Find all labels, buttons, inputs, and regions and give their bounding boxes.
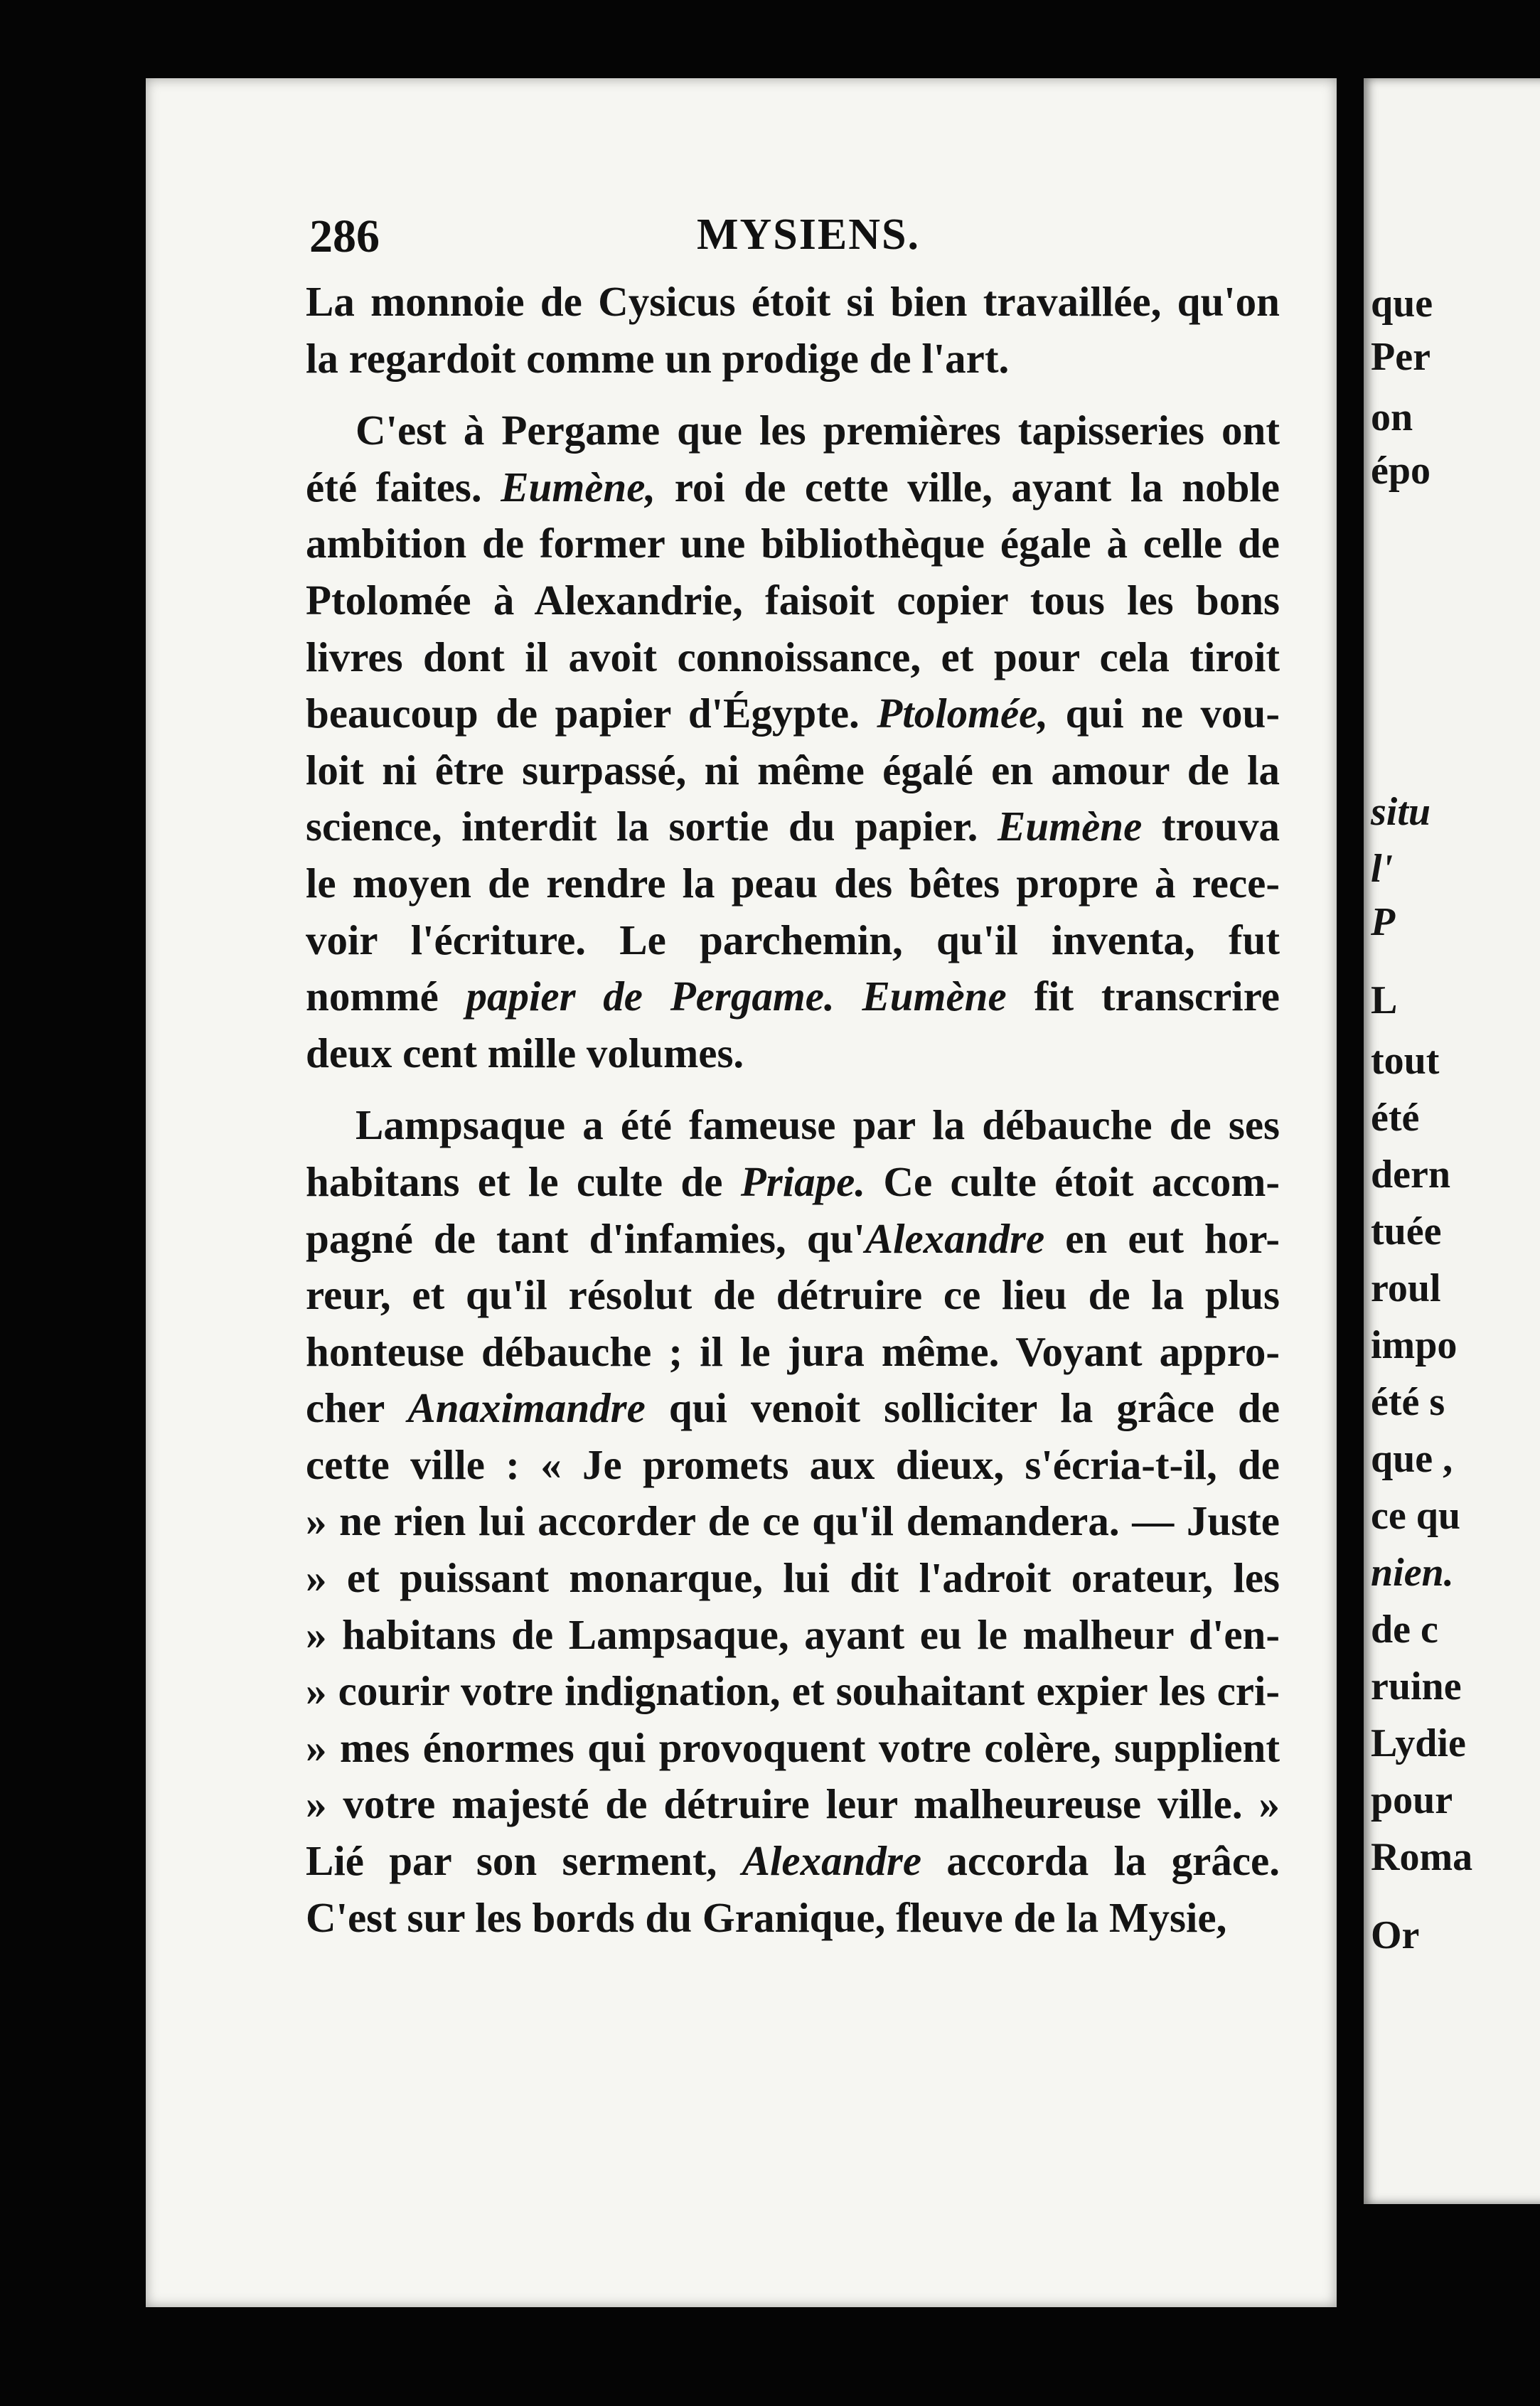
facing-page-fragment: P	[1371, 900, 1396, 944]
text-line	[306, 1267, 1280, 1324]
text-line	[306, 572, 1280, 629]
facing-page-fragment: pour	[1371, 1778, 1453, 1822]
text-line	[306, 1025, 1280, 1082]
right-page-edge	[1364, 78, 1540, 2204]
facing-page-fragment: que ,	[1371, 1437, 1453, 1481]
text-line	[306, 274, 1280, 331]
body-text	[306, 274, 1280, 1946]
text-line	[306, 1493, 1280, 1550]
text-line	[306, 629, 1280, 686]
text-line	[306, 1720, 1280, 1777]
text-run: C'est à Pergame que les premières tapisseries ont	[355, 407, 1280, 454]
facing-page-fragment: de c	[1371, 1608, 1438, 1652]
text-line	[306, 742, 1280, 799]
running-title: MYSIENS.	[697, 210, 921, 259]
text-run: » courir votre indignation, et souhaitant expier les cri-	[306, 1667, 1280, 1715]
text-line	[306, 1380, 1280, 1437]
running-head	[309, 210, 1276, 267]
facing-page-fragment: été	[1371, 1096, 1420, 1140]
text-line	[306, 1890, 1280, 1947]
text-run: en eut hor-	[1044, 1214, 1280, 1262]
text-line	[306, 912, 1280, 969]
text-run: deux cent mille volumes.	[306, 1029, 744, 1076]
text-run: reur, et qu'il résolut de détruire ce lieu de la plus	[306, 1271, 1280, 1319]
facing-page-fragment: nien.	[1371, 1551, 1454, 1595]
text-run: qui venoit solliciter la grâce de	[645, 1384, 1280, 1432]
text-line	[306, 855, 1280, 912]
text-run: » habitans de Lampsaque, ayant eu le malheur d'en-	[306, 1610, 1280, 1658]
text-line	[306, 1607, 1280, 1664]
text-run: fit transcrire	[1006, 973, 1280, 1020]
text-run: accorda la grâce.	[921, 1837, 1280, 1885]
text-run: Lié par son serment,	[306, 1837, 742, 1885]
text-line	[306, 685, 1280, 742]
text-line	[306, 1663, 1280, 1720]
italic-name: Eumène	[998, 803, 1143, 850]
text-run: honteuse débauche ; il le jura même. Voyant appro-	[306, 1327, 1280, 1375]
text-run: Lampsaque a été fameuse par la débauche de ses	[355, 1101, 1280, 1149]
text-line	[306, 1550, 1280, 1607]
text-line	[306, 1154, 1280, 1211]
italic-name: Anaximandre	[407, 1384, 646, 1432]
text-run: beaucoup de papier d'Égypte.	[306, 690, 877, 737]
italic-name: Priape.	[740, 1157, 866, 1205]
text-line	[306, 1097, 1280, 1154]
facing-page-fragment: Or	[1371, 1913, 1420, 1957]
page-number: 286	[309, 210, 380, 262]
text-line	[306, 798, 1280, 855]
facing-page-fragment: tout	[1371, 1039, 1440, 1083]
italic-name: Alexandre	[742, 1837, 922, 1885]
text-run: cette ville : « Je promets aux dieux, s'écria-t-il, de	[306, 1440, 1280, 1488]
text-line	[306, 331, 1280, 387]
facing-page-fragment: été s	[1371, 1380, 1445, 1424]
text-line	[306, 1437, 1280, 1494]
facing-page-fragment: l'	[1371, 847, 1394, 891]
text-run: pagné de tant d'infamies, qu'	[306, 1214, 865, 1262]
text-run: Ptolomée à Alexandrie, faisoit copier tous les bons	[306, 576, 1280, 624]
text-run: roi de cette ville, ayant la noble	[656, 463, 1280, 510]
text-run: trouva	[1142, 803, 1280, 850]
facing-page-fragment: dern	[1371, 1153, 1450, 1197]
text-run: qui ne vou-	[1048, 690, 1280, 737]
facing-page-fragment: roul	[1371, 1266, 1441, 1310]
text-run: science, interdit la sortie du papier.	[306, 803, 998, 850]
facing-page-fragment: ce qu	[1371, 1494, 1460, 1538]
text-run: été faites.	[306, 463, 501, 510]
facing-page-fragment: épo	[1371, 449, 1431, 493]
facing-page-fragment: L	[1371, 978, 1398, 1022]
text-line	[306, 459, 1280, 516]
facing-page-fragment: Lydie	[1371, 1721, 1466, 1765]
text-line	[306, 402, 1280, 459]
italic-name: papier de Pergame. Eumène	[466, 973, 1007, 1020]
text-run: la regardoit comme un prodige de l'art.	[306, 334, 1010, 382]
facing-page-fragment: impo	[1371, 1323, 1458, 1367]
text-run: C'est sur les bords du Granique, fleuve de la Mysie,	[306, 1893, 1227, 1941]
text-run: cher	[306, 1384, 408, 1432]
text-run: » votre majesté de détruire leur malheureuse ville. »	[306, 1780, 1280, 1828]
italic-name: Eumène,	[501, 463, 656, 510]
text-line	[306, 515, 1280, 572]
text-run: La monnoie de Cysicus étoit si bien travaillée, qu'on	[306, 278, 1280, 325]
text-line	[306, 1833, 1280, 1890]
facing-page-fragment: que	[1371, 282, 1433, 326]
text-run: livres dont il avoit connoissance, et pour cela tiroit	[306, 633, 1280, 680]
facing-page-fragment: Roma	[1371, 1835, 1473, 1879]
italic-name: Alexandre	[865, 1214, 1045, 1262]
text-run: nommé	[306, 973, 466, 1020]
text-run: » mes énormes qui provoquent votre colère, supplient	[306, 1723, 1280, 1771]
text-line	[306, 1211, 1280, 1268]
facing-page-fragment: on	[1371, 395, 1413, 439]
facing-page-fragment: Per	[1371, 335, 1431, 379]
text-run: » ne rien lui accorder de ce qu'il demandera. — Juste	[306, 1497, 1280, 1545]
text-line	[306, 1324, 1280, 1381]
text-line	[306, 968, 1280, 1025]
text-line	[306, 1776, 1280, 1833]
text-run: Ce culte étoit accom-	[865, 1157, 1280, 1205]
text-run: ambition de former une bibliothèque égale à celle de	[306, 520, 1280, 567]
facing-page-fragment: tuée	[1371, 1209, 1442, 1253]
text-run: loit ni être surpassé, ni même égalé en amour de la	[306, 746, 1280, 793]
text-run: le moyen de rendre la peau des bêtes propre à rece-	[306, 859, 1280, 907]
facing-page-fragment: situ	[1371, 790, 1431, 834]
italic-name: Ptolomée,	[877, 690, 1049, 737]
text-run: voir l'écriture. Le parchemin, qu'il inventa, fut	[306, 916, 1280, 963]
facing-page-fragment: ruine	[1371, 1664, 1462, 1709]
text-run: habitans et le culte de	[306, 1157, 741, 1205]
text-run: » et puissant monarque, lui dit l'adroit orateur, les	[306, 1554, 1280, 1602]
